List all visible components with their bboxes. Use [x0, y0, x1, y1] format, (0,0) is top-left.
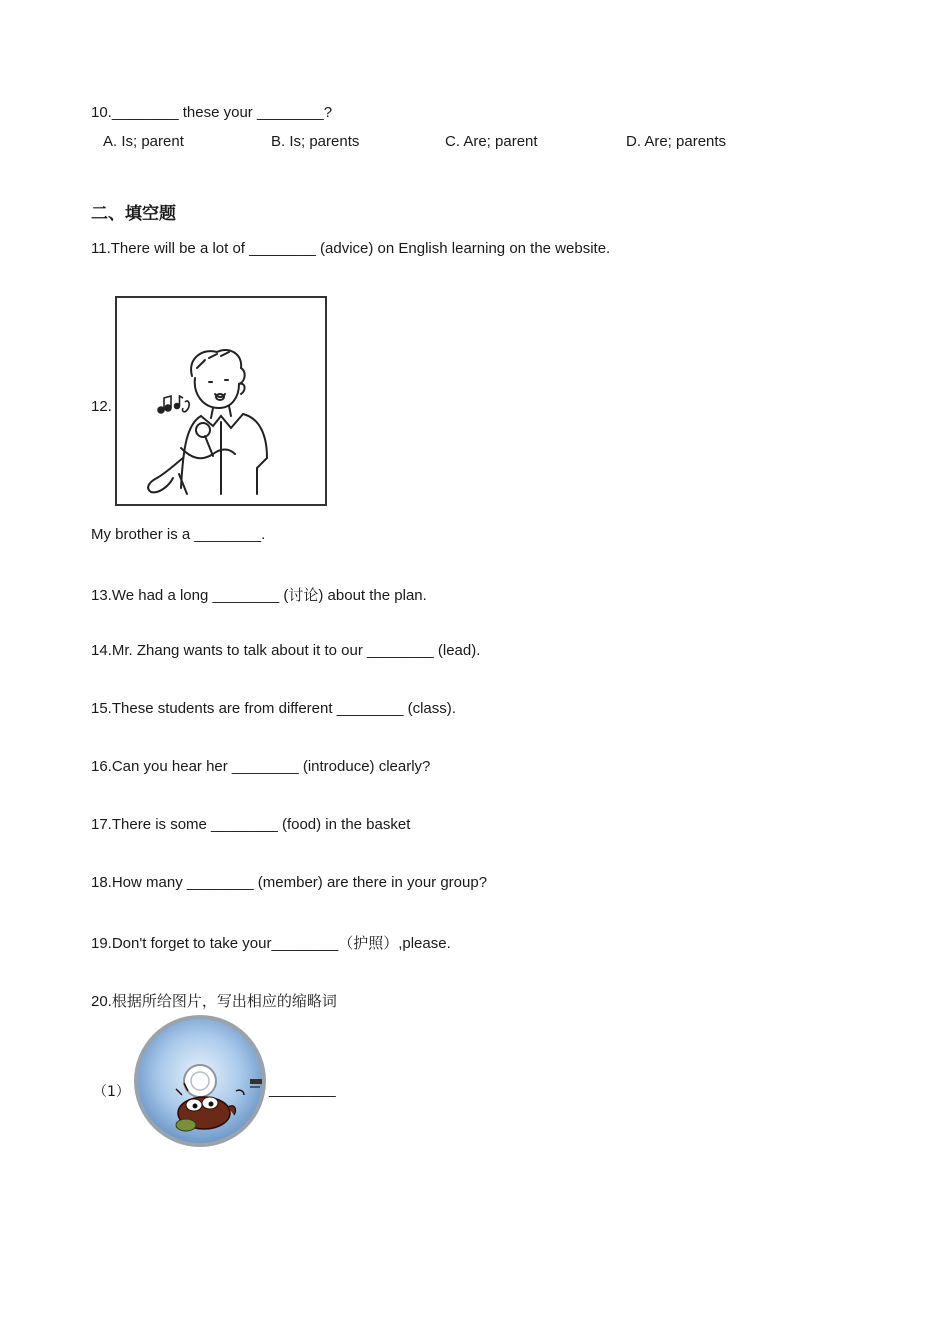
singing-boy-image [115, 296, 327, 506]
option-a: A. Is; parent [103, 133, 184, 150]
question-20-prompt: 20.根据所给图片，写出相应的缩略词 [91, 993, 337, 1010]
question-20-answer-blank[interactable]: ________ [269, 1081, 336, 1098]
option-b: B. Is; parents [271, 133, 360, 150]
question-13: 13.We had a long ________ (讨论) about the plan. [91, 587, 427, 604]
question-12-sentence: My brother is a ________. [91, 526, 266, 543]
question-16: 16.Can you hear her ________ (introduce) clearly? [91, 758, 431, 775]
question-12-number: 12. [91, 398, 112, 415]
option-d: D. Are; parents [626, 133, 727, 150]
section-title: 二、填空题 [91, 204, 176, 224]
question-19: 19.Don't forget to take your________（护照）,please. [91, 935, 451, 952]
question-18: 18.How many ________ (member) are there in your group? [91, 874, 488, 891]
cd-disc-image [132, 1013, 268, 1149]
question-15: 15.These students are from different ________ (class). [91, 700, 456, 717]
question-10-text: 10.________ these your ________? [91, 104, 333, 121]
question-11: 11.There will be a lot of ________ (advice) on English learning on the website. [91, 240, 611, 257]
question-20-sub-label: （1） [93, 1084, 130, 1100]
question-17: 17.There is some ________ (food) in the basket [91, 816, 411, 833]
cd-disc-drawing [132, 1013, 268, 1149]
singing-boy-drawing [117, 298, 325, 504]
option-c: C. Are; parent [445, 133, 538, 150]
question-14: 14.Mr. Zhang wants to talk about it to our ________ (lead). [91, 642, 481, 659]
